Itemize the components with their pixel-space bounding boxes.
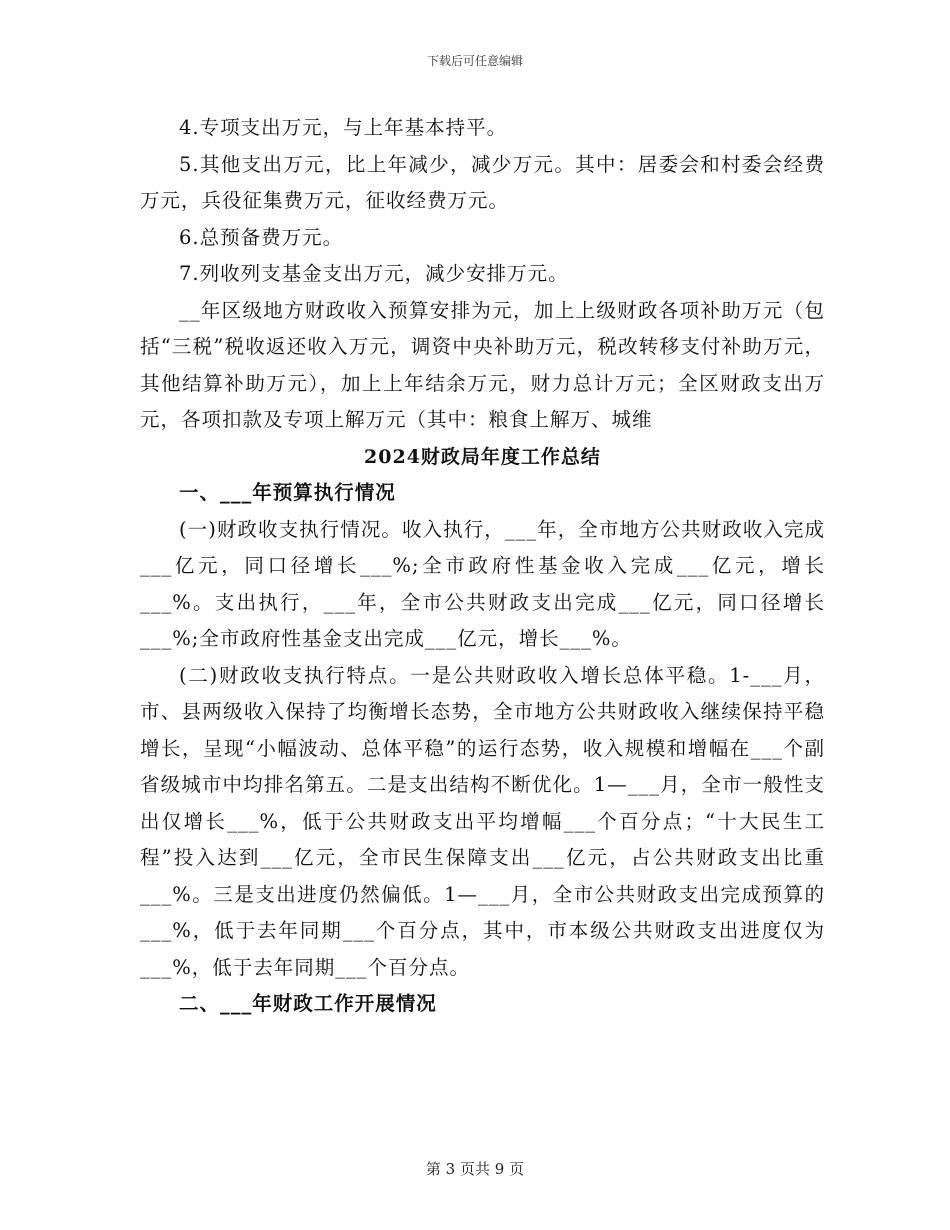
document-title: 2024财政局年度工作总结 — [364, 445, 601, 468]
paragraph-fund-expenditure: 7.列收列支基金支出万元，减少安排万元。 — [179, 262, 569, 285]
section-heading-1: 一、___年预算执行情况 — [179, 481, 396, 504]
paragraph-district-revenue: __年区级地方财政收入预算安排为元，加上上级财政各项补助万元（包括“三税”税收返还收入万元，调资中央补助万元，税改转移支付补助万元，其他结算补助万元），加上上年结余万元，财力总计万元；全区财政支出万元，各项扣款及专项上解万元（其中：粮食上解万、城维 — [140, 298, 825, 431]
document-body — [140, 110, 825, 1023]
paragraph-other-expenditure: 5.其他支出万元，比上年减少，减少万元。其中：居委会和村委会经费万元，兵役征集费万元，征收经费万元。 — [140, 152, 825, 212]
paragraph-reserve-fund: 6.总预备费万元。 — [179, 225, 344, 249]
page-header: 下载后可任意编辑 — [426, 54, 523, 68]
paragraph-budget-execution: (一)财政收支执行情况。收入执行，___年，全市地方公共财政收入完成___亿元，同口径增长___%;全市政府性基金收入完成___亿元，增长___%。支出执行，___年，全市公共财政支出完成___亿元，同口径增长___%;全市政府性基金支出完成___亿元，增长___%。 — [140, 517, 825, 650]
paragraph-execution-features: (二)财政收支执行特点。一是公共财政收入增长总体平稳。1-___月，市、县两级收入保持了均衡增长态势，全市地方公共财政收入继续保持平稳增长，呈现“小幅波动、总体平稳”的运行态势，收入规模和增幅在___个副省级城市中均排名第五。二是支出结构不断优化。1—___月，全市一般性支出仅增长___%，低于公共财政支出平均增幅___个百分点；“十大民生工程”投入达到___亿元，全市民生保障支出___亿元，占公共财政支出比重___%。三是支出进度仍然偏低。1—___月，全市公共财政支出完成预算的___%，低于去年同期___个百分点，其中，市本级公共财政支出进度仅为___%，低于去年同期___个百分点。 — [140, 663, 825, 979]
section-heading-2: 二、___年财政工作开展情况 — [179, 992, 437, 1015]
paragraph-special-expenditure: 4.专项支出万元，与上年基本持平。 — [179, 116, 508, 139]
page-footer: 第 3 页共 9 页 — [425, 1160, 525, 1178]
